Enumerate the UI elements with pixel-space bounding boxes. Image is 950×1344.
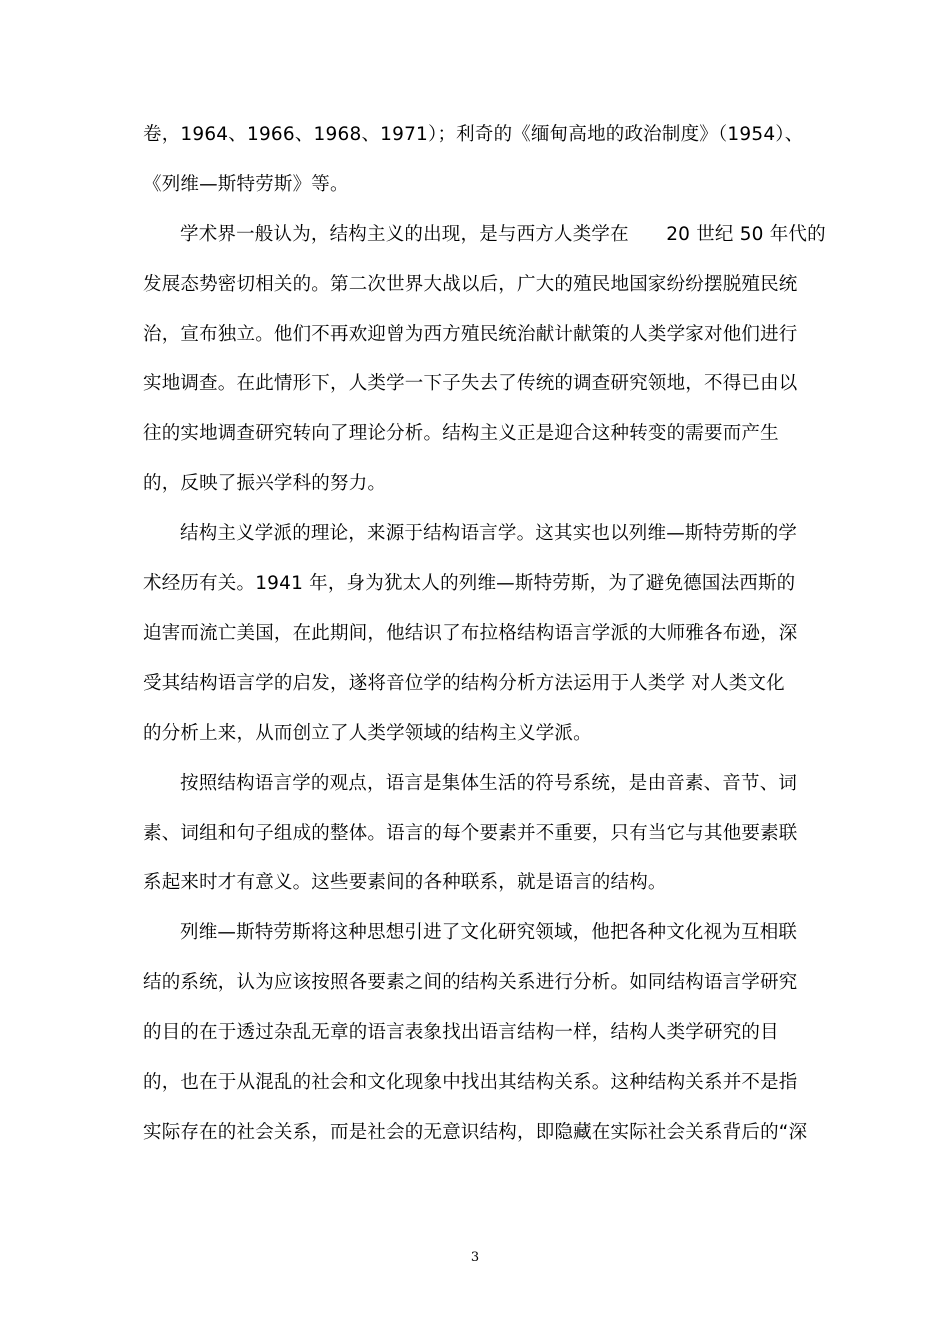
text-line: 系起来时才有意义。这些要素间的各种联系，就是语言的结构。 — [143, 872, 667, 893]
text-line: 《列维—斯特劳斯》等。 — [143, 174, 349, 195]
text-line: 迫害而流亡美国，在此期间，他结识了布拉格结构语言学派的大师雅各布逊，深 — [143, 623, 798, 644]
text-line: 结的系统，认为应该按照各要素之间的结构关系进行分析。如同结构语言学研究 — [143, 972, 798, 993]
text-line: 的目的在于透过杂乱无章的语言表象找出语言结构一样，结构人类学研究的目 — [143, 1022, 779, 1043]
text-line: 的分析上来，从而创立了人类学领域的结构主义学派。 — [143, 723, 592, 744]
text-line: 往的实地调查研究转向了理论分析。结构主义正是迎合这种转变的需要而产生 — [143, 423, 779, 444]
text-line: 发展态势密切相关的。第二次世界大战以后，广大的殖民地国家纷纷摆脱殖民统 — [143, 274, 798, 295]
paragraph-first-line: 按照结构语言学的观点，语言是集体生活的符号系统，是由音素、音节、词 — [180, 773, 798, 794]
paragraph-first-line: 结构主义学派的理论，来源于结构语言学。这其实也以列维—斯特劳斯的学 — [180, 523, 798, 544]
text-line: 的，也在于从混乱的社会和文化现象中找出其结构关系。这种结构关系并不是指 — [143, 1072, 798, 1093]
text-line: 受其结构语言学的启发，遂将音位学的结构分析方法运用于人类学 对人类文化 — [143, 673, 785, 694]
page-number: 3 — [470, 1250, 480, 1265]
text-line: 实地调查。在此情形下，人类学一下子失去了传统的调查研究领地，不得已由以 — [143, 373, 798, 394]
paragraph-first-line: 学术界一般认为，结构主义的出现，是与西方人类学在 20 世纪 50 年代的 — [180, 224, 826, 245]
text-line: 实际存在的社会关系，而是社会的无意识结构，即隐藏在实际社会关系背后的“深 — [143, 1122, 808, 1143]
text-line: 治，宣布独立。他们不再欢迎曾为西方殖民统治献计献策的人类学家对他们进行 — [143, 324, 798, 345]
paragraph-first-line: 列维—斯特劳斯将这种思想引进了文化研究领域，他把各种文化视为互相联 — [180, 922, 798, 943]
text-line: 术经历有关。1941 年，身为犹太人的列维—斯特劳斯，为了避免德国法西斯的 — [143, 573, 796, 594]
text-line: 素、词组和句子组成的整体。语言的每个要素并不重要，只有当它与其他要素联 — [143, 823, 798, 844]
text-line: 的，反映了振兴学科的努力。 — [143, 473, 387, 494]
text-line: 卷，1964、1966、1968、1971）；利奇的《缅甸高地的政治制度》（1954）、 — [143, 124, 804, 145]
